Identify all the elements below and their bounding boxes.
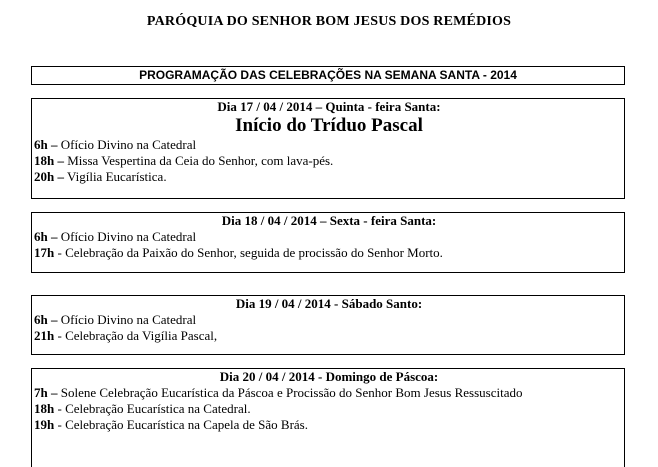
day-box-saturday [31,295,625,355]
entry-hour: 17h [34,245,55,260]
schedule-entry [34,385,624,401]
entry-hour: 6h – [34,137,58,152]
page-title: PARÓQUIA DO SENHOR BOM JESUS DOS REMÉDIOS [146,14,512,29]
day-box-sunday [31,368,625,467]
entry-text: Ofício Divino na Catedral [57,312,197,327]
program-banner: PROGRAMAÇÃO DAS CELEBRAÇÕES NA SEMANA SANTA - 2014 [31,66,625,85]
entry-text: Vigília Eucarística. [63,169,167,184]
entry-text: - Celebração Eucarística na Capela de São Brás. [54,417,308,432]
day-heading: Dia 18 / 04 / 2014 – Sexta - feira Santa: [221,213,437,228]
schedule-entry [34,137,624,153]
entry-hour: 7h – [34,385,58,400]
day-box-friday [31,212,625,273]
schedule-entry [34,328,624,344]
entry-text: - Celebração da Vigília Pascal, [54,328,218,343]
day-heading: Dia 20 / 04 / 2014 - Domingo de Páscoa: [219,369,439,384]
schedule-entry [34,401,624,417]
schedule-entry [34,153,624,169]
entry-hour: 18h – [34,153,64,168]
entry-text: Solene Celebração Eucarística da Páscoa e Procissão do Senhor Bom Jesus Ressuscitado [57,385,523,400]
day-subtitle: Início do Tríduo Pascal [235,115,423,136]
schedule-entry [34,169,624,185]
entry-hour: 20h – [34,169,64,184]
schedule-entry [34,245,624,261]
entry-hour: 18h [34,401,55,416]
entry-text: Ofício Divino na Catedral [57,229,197,244]
entry-hour: 21h [34,328,55,343]
schedule-entry [34,312,624,328]
entry-text: Ofício Divino na Catedral [57,137,197,152]
entry-hour: 6h – [34,312,58,327]
day-heading: Dia 19 / 04 / 2014 - Sábado Santo: [235,296,423,311]
entry-hour: 6h – [34,229,58,244]
entry-text: Missa Vespertina da Ceia do Senhor, com lava-pés. [63,153,334,168]
day-box-thursday [31,98,625,199]
schedule-entry [34,229,624,245]
entry-hour: 19h [34,417,55,432]
schedule-entry [34,417,624,433]
day-heading: Dia 17 / 04 / 2014 – Quinta - feira Santa: [217,99,441,114]
entry-text: - Celebração Eucarística na Catedral. [54,401,251,416]
entry-text: - Celebração da Paixão do Senhor, seguida de procissão do Senhor Morto. [54,245,443,260]
